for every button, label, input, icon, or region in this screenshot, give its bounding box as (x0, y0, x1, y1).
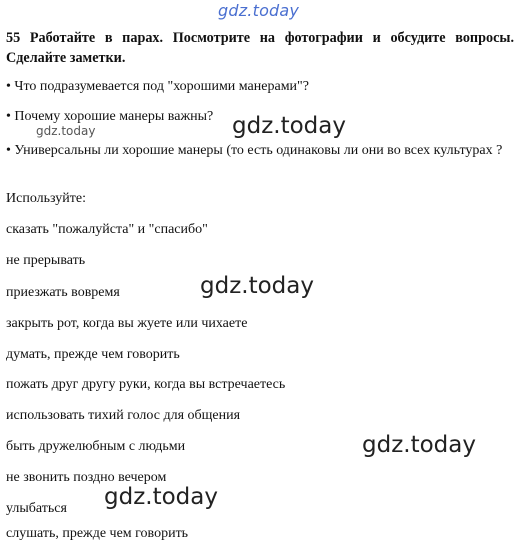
phrase-item: использовать тихий голос для общения (6, 408, 241, 423)
question-3: • Универсальны ли хорошие манеры (то есть одинаковы ли они во всех культурах ? (6, 143, 503, 158)
phrase-item: думать, прежде чем говорить (6, 347, 180, 362)
phrase-item: не звонить поздно вечером (6, 470, 167, 485)
watermark-top: gdz.today (218, 1, 300, 20)
watermark-bottom: gdz.today (104, 484, 218, 510)
phrase-item: закрыть рот, когда вы жуете или чихаете (6, 316, 248, 331)
question-2: • Почему хорошие манеры важны? (6, 109, 214, 124)
phrase-item: приезжать вовремя (6, 285, 120, 300)
phrase-item: не прерывать (6, 253, 86, 268)
watermark-mid-2: gdz.today (200, 273, 314, 299)
use-label: Используйте: (6, 191, 86, 206)
question-1: • Что подразумевается под "хорошими манерами"? (6, 79, 309, 94)
watermark-mid-3: gdz.today (362, 432, 476, 458)
watermark-mid-1: gdz.today (232, 113, 346, 139)
phrase-item: пожать друг другу руки, когда вы встречаетесь (6, 377, 286, 392)
watermark-small: gdz.today (36, 124, 96, 138)
phrase-item: сказать "пожалуйста" и "спасибо" (6, 222, 208, 237)
task-heading: 55 Работайте в парах. Посмотрите на фотографии и обсудите вопросы. Сделайте заметки. (6, 30, 514, 66)
phrase-item: быть дружелюбным с людьми (6, 439, 186, 454)
phrase-item: слушать, прежде чем говорить (6, 526, 189, 541)
phrase-item: улыбаться (6, 501, 67, 516)
